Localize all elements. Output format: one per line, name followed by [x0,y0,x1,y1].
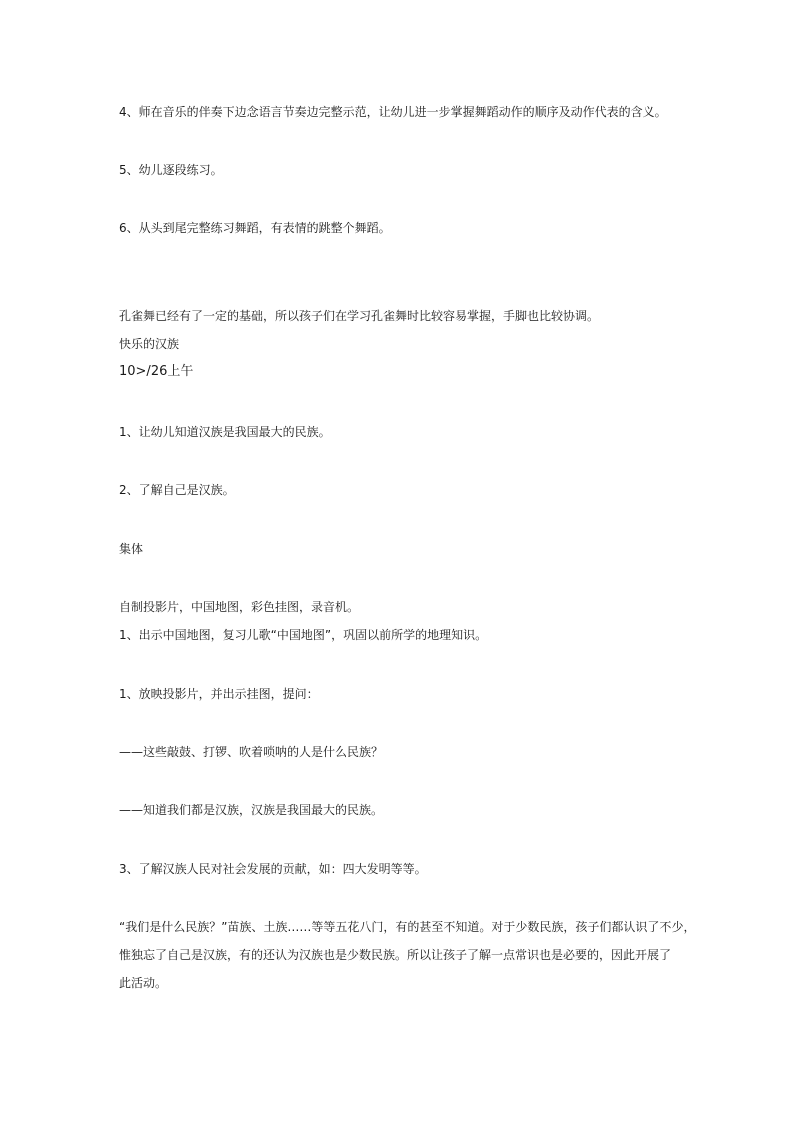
reflection-line-3: 此活动。 [119,976,168,990]
step-4-text: 4、师在音乐的伴奏下边念语言节奏边完整示范，让幼儿进一步掌握舞蹈动作的顺序及动作代表的含义。 [119,105,667,119]
activity-form-text: 集体 [119,542,144,556]
step-6-text: 6、从头到尾完整练习舞蹈，有表情的跳整个舞蹈。 [119,221,391,235]
activity-title: 快乐的汉族 [119,337,180,351]
question-2-text: ——知道我们都是汉族，汉族是我国最大的民族。 [119,803,384,817]
question-1-text: ——这些敲鼓、打锣、吹着唢呐的人是什么民族？ [119,745,384,759]
materials-text: 自制投影片，中国地图，彩色挂图，录音机。 [119,600,360,614]
reflection-text: 孔雀舞已经有了一定的基础，所以孩子们在学习孔雀舞时比较容易掌握，手脚也比较协调。 [119,309,600,323]
goal-2-text: 2、了解自己是汉族。 [119,483,235,497]
process-step-1a-text: 1、出示中国地图，复习儿歌“中国地图”，巩固以前所学的地理知识。 [119,628,488,642]
goal-1-text: 1、让幼儿知道汉族是我国最大的民族。 [119,425,331,439]
activity-date: 10>/26上午 [119,364,194,379]
process-step-1b-text: 1、放映投影片，并出示挂图，提问： [119,687,319,701]
reflection-line-2: 惟独忘了自己是汉族，有的还认为汉族也是少数民族。所以让孩子了解一点常识也是必要的，因此开展了 [119,948,672,962]
process-step-3-text: 3、了解汉族人民对社会发展的贡献，如：四大发明等等。 [119,862,427,876]
step-5-text: 5、幼儿逐段练习。 [119,163,223,177]
reflection-line-1: “我们是什么民族？”苗族、土族……等等五花八门，有的甚至不知道。对于少数民族，孩子们都认识了不少， [119,920,696,934]
